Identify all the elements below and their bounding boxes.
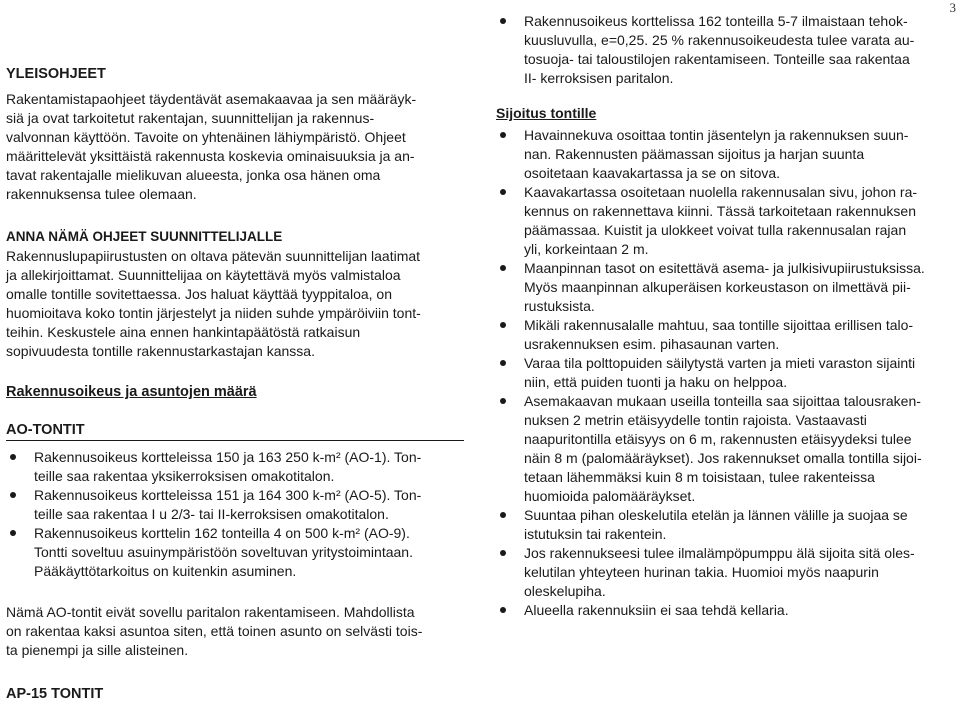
list-item [6,448,464,486]
list-item-line: Havainnekuva osoittaa tontin jäsentelyn ja rakennuksen suun- [524,127,909,143]
text-line: Rakentamistapaohjeet täydentävät asemakaavaa ja sen määräyk- [6,91,417,107]
list-item-line: tetaan lähemmäksi kuin 8 m toisistaan, tulee rakenteissa [524,469,875,485]
list-item-line: yli, korkeintaan 2 m. [524,241,649,257]
text-line: on rakentaa kaksi asuntoa siten, että toinen asunto on selvästi tois- [6,623,423,639]
list-item [496,183,956,259]
list-item-line: Suuntaa pihan oleskelutila etelän ja lännen välille ja suojaa se [524,507,908,523]
list-item-line: Tontti soveltuu asuinympäristöön soveltuvan yritystoimintaan. [34,544,413,560]
ao-heading-rule [6,420,464,441]
ao-note-paragraph [6,603,464,660]
bullet-icon [10,530,16,536]
list-item [496,126,956,183]
text-line: tavat rakentajalle mielikuvan alueesta, jonka osa hänen oma [6,167,381,183]
list-item [496,12,956,88]
list-item-line: Asemakaavan mukaan useilla tonteilla saa sijoittaa talousraken- [524,393,921,409]
bullet-icon [500,322,506,328]
text-line: teihin. Keskustele aina ennen hankintapäätöstä ratkaisun [6,324,361,340]
list-item-line: Jos rakennukseesi tulee ilmalämpöpumppu älä sijoita sitä oles- [524,545,915,561]
list-item-line: oleskelupiha. [524,583,606,599]
list-item [496,354,956,392]
list-item-line: Pääkäyttötarkoitus on kuitenkin asuminen. [34,563,297,579]
right-top-list [496,12,956,88]
list-item-line: Kaavakartassa osoitetaan nuolella rakennusalan sivu, johon ra- [524,184,918,200]
anna-heading: ANNA NÄMÄ OHJEET SUUNNITTELIJALLE [6,229,283,244]
list-item-line: osoitetaan kaavakartassa ja se on sitova. [524,165,781,181]
list-item-line: naapuritontilla etäisyys on 6 m, rakennusten etäisyydeksi tulee [524,431,912,447]
list-item-line: tosuoja- tai taloustilojen rakentamiseen. Tonteille saa rakentaa [524,51,910,67]
text-line: Nämä AO-tontit eivät sovellu paritalon rakentamiseen. Mahdollista [6,604,415,620]
list-item-line: näin 8 m (palomääräykset). Jos rakennukset omalla tontilla sijoi- [524,450,922,466]
yleisohjeet-heading: YLEISOHJEET [6,66,106,82]
text-line: ta pienempi ja sille alisteinen. [6,642,189,658]
list-item [496,316,956,354]
list-item-line: päämassaa. Kuistit ja ulokkeet voivat tulla rakennusalan rajan [524,222,907,238]
list-item-line: rustuksista. [524,298,595,314]
sijoitus-heading: Sijoitus tontille [496,105,597,121]
bullet-icon [500,360,506,366]
list-item [496,601,956,620]
bullet-icon [10,454,16,460]
list-item-line: Maanpinnan tasot on esitettävä asema- ja julkisivupiirustuksissa. [524,260,925,276]
bullet-icon [500,512,506,518]
text-line: Rakennuslupapiirustusten on oltava pätevän suunnittelijan laatimat [6,248,421,264]
list-item-line: teille saa rakentaa yksikerroksisen omakotitalon. [34,468,335,484]
text-line: siä ja ovat tarkoitetut rakentajan, suunnittelijan ja rakennus- [6,110,375,126]
list-item-line: kuusluvulla, e=0,25. 25 % rakennusoikeudesta tulee varata au- [524,32,915,48]
text-line: huomioitava koko tontin järjestelyt ja niiden suhde ympäröiviin tont- [6,305,421,321]
list-item [496,392,956,506]
bullet-icon [500,265,506,271]
text-line: ja allekirjoittamat. Suunnittelijaa on käytettävä myös valmistaloa [6,267,401,283]
ap-heading: AP-15 TONTIT [6,686,104,702]
text-line: omalle tontille sovitettaessa. Jos haluat käyttää tyyppitaloa, on [6,286,392,302]
list-item [496,506,956,544]
rakennusoikeus-heading: Rakennusoikeus ja asuntojen määrä [6,384,257,400]
list-item-line: Rakennusoikeus korttelissa 162 tonteilla 5-7 ilmaistaan tehok- [524,13,908,29]
bullet-icon [500,132,506,138]
list-item [6,524,464,581]
list-item-line: nuksen 2 metrin etäisyydelle tontin rajoista. Vastaavasti [524,412,867,428]
text-line: valvonnan käyttöön. Tavoite on yhtenäinen lähiympäristö. Ohjeet [6,129,406,145]
page-number: 3 [949,0,956,15]
list-item-line: kelutilan yhteyteen hurinan takia. Huomioi myös naapurin [524,564,879,580]
bullet-icon [500,189,506,195]
list-item-line: Rakennusoikeus kortteleissa 151 ja 164 300 k-m² (AO-5). Ton- [34,487,422,503]
bullet-icon [500,18,506,24]
list-item-line: huomioida palomääräykset. [524,488,696,504]
list-item [496,259,956,316]
list-item-line: usrakennuksen esim. pihasaunan varten. [524,336,780,352]
bullet-icon [500,398,506,404]
ao-heading: AO-TONTIT [6,422,85,438]
list-item-line: Rakennusoikeus kortteleissa 150 ja 163 250 k-m² (AO-1). Ton- [34,449,422,465]
list-item-line: Rakennusoikeus korttelin 162 tonteilla 4 on 500 k-m² (AO-9). [34,525,410,541]
list-item-line: Myös maanpinnan alkuperäisen korkeustason on ilmettävä pii- [524,279,911,295]
bullet-icon [500,550,506,556]
text-line: rakennuksensa tulee olemaan. [6,186,197,202]
list-item-line: Alueella rakennuksiin ei saa tehdä kellaria. [524,602,789,618]
list-item-line: Mikäli rakennusalalle mahtuu, saa tontille sijoittaa erillisen talo- [524,317,914,333]
yleisohjeet-paragraph [6,90,464,204]
bullet-icon [10,492,16,498]
list-item [496,544,956,601]
sijoitus-list [496,126,956,620]
list-item-line: niin, että puiden tuonti ja haku on helppoa. [524,374,788,390]
list-item-line: kennus on rakennettava kiinni. Tässä tarkoitetaan rakennuksen [524,203,916,219]
list-item-line: nan. Rakennusten päämassan sijoitus ja harjan suunta [524,146,865,162]
text-line: sopivuudesta tontille rakennustarkastajan kanssa. [6,343,315,359]
anna-paragraph [6,247,464,361]
list-item-line: teille saa rakentaa I u 2/3- tai II-kerroksisen omakotitalon. [34,506,389,522]
list-item-line: II- kerroksisen paritalon. [524,70,674,86]
left-column [6,0,464,704]
ao-list [6,448,464,581]
list-item [6,486,464,524]
bullet-icon [500,607,506,613]
list-item-line: Varaa tila polttopuiden säilytystä varten ja mieti varaston sijainti [524,355,916,371]
text-line: määrittelevät yksittäistä rakennusta koskevia ominaisuuksia ja an- [6,148,415,164]
right-column [496,0,956,620]
list-item-line: istutuksin tai rakentein. [524,526,667,542]
